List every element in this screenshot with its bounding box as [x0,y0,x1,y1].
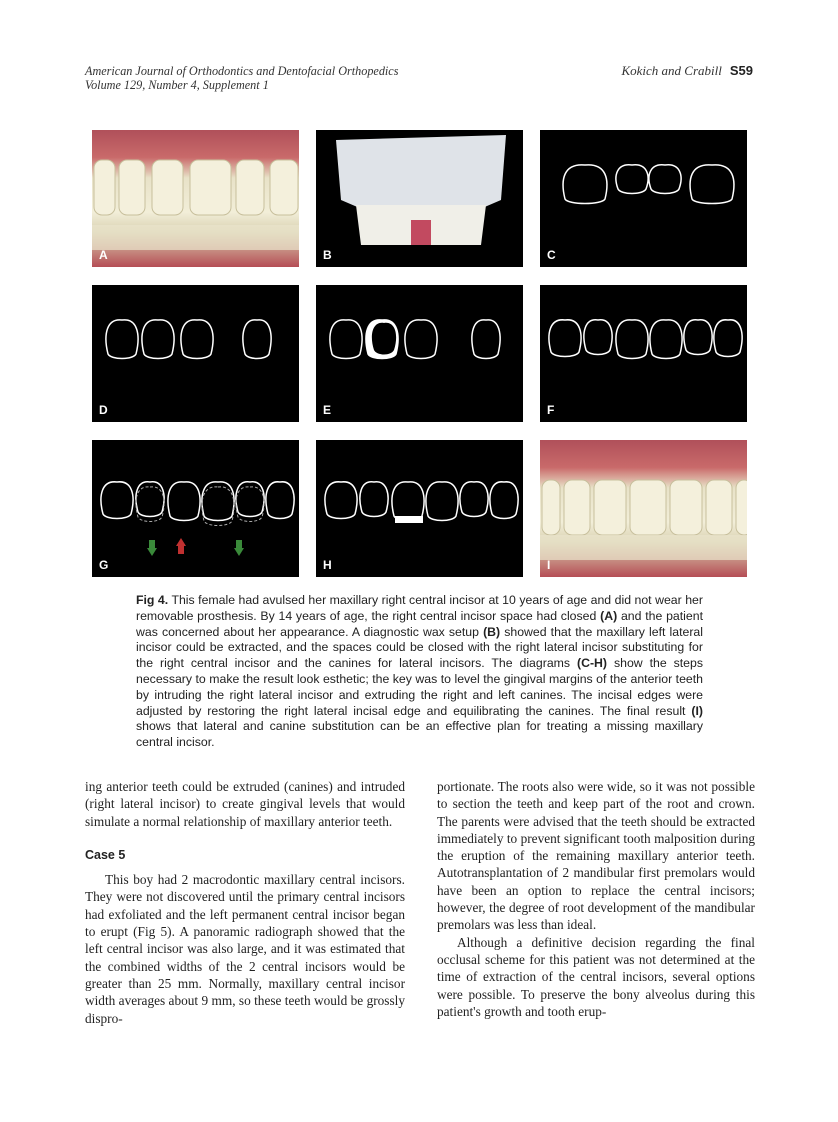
caption-text: shows that lateral and canine substitution can be an effective plan for treating a missing maxillary central incisor. [136,719,703,750]
caption-label: Fig 4. [136,593,169,607]
figure-panel-b [316,130,523,267]
section-heading: Case 5 [85,847,126,862]
running-header-right [621,64,753,78]
panel-label: E [323,403,332,417]
running-header-journal [85,64,398,92]
figure-panel-d [92,285,299,422]
journal-title: American Journal of Orthodontics and Dentofacial Orthopedics [85,64,399,78]
body-column-left [85,778,405,1027]
panel-label: A [99,248,108,262]
caption-text: This female had avulsed her maxillary right central incisor at 10 years of age and did not wear her removable prosthesis. By 14 years of age, the right central incisor space had closed [136,593,703,623]
paragraph: portionate. The roots also were wide, so it was not possible to section the teeth and keep part of the root and crown. The parents were advised that the teeth should be extracted immediately to prevent significant tooth malposition during the eruption of the remaining maxillary anterior teeth. Autotransplantation of 2 mandibular first premolars would have been an option to replace the central incisors; however, the degree of root development of the mandibular premolars was less than ideal. [437,779,755,933]
journal-volume: Volume 129, Number 4, Supplement 1 [85,78,269,92]
figure-panel-h [316,440,523,577]
body-column-right [437,778,755,1020]
figure-panel-a [92,130,299,267]
figure-panel-c [540,130,747,267]
caption-ref: (A) [600,608,618,623]
caption-ref: (C-H) [576,656,608,671]
authors: Kokich and Crabill [621,63,722,78]
figure-panel-e [316,285,523,422]
panel-label: G [99,558,109,572]
panel-label: H [323,558,332,572]
paragraph: Although a definitive decision regarding the final occlusal scheme for this patient was not determined at the time of extraction of the central incisors, several options were possible. To preserve the bony alveolus during this patient's growth and tooth erup- [437,934,755,1019]
figure-caption [136,593,703,751]
caption-ref: (I) [691,703,703,718]
page-number: S59 [729,63,753,78]
panel-label: B [323,248,332,262]
caption-ref: (B) [483,624,501,639]
panel-label: I [547,558,551,572]
paragraph: ing anterior teeth could be extruded (canines) and intruded (right lateral incisor) to create gingival levels that would simulate a normal relationship of maxillary anterior teeth. [85,779,405,829]
panel-label: C [547,248,556,262]
figure-panel-i [540,440,747,577]
figure-panel-g [92,440,299,577]
panel-label: D [99,403,108,417]
paragraph: This boy had 2 macrodontic maxillary central incisors. They were not discovered until the primary central incisors had exfoliated and the left permanent central incisor began to erupt (Fig 5). A panoramic radiograph showed that the left central incisor was also large, and it was estimated that the combined widths of the 2 central incisors would be greater than 25 mm. Normally, maxillary central incisor width averages about 9 mm, so these teeth would be grossly dispro- [85,872,405,1026]
figure-panel-f [540,285,747,422]
panel-label: F [547,403,555,417]
caption-text: and the patient was concerned about her appearance. A diagnostic wax setup [136,608,703,639]
caption-text: show the steps necessary to make the result look esthetic; the key was to level the gingival margins of the anterior teeth by intruding the right lateral incisor and extruding the right and left canines. The incisal edges were adjusted by restoring the right lateral incisal edge and equilibrating the canines. The final result [136,656,703,718]
caption-text: showed that the maxillary left lateral incisor could be extracted, and the spaces could be closed with the right lateral incisor substituting for the right central incisor and the canines for lateral incisors. The diagrams [136,624,703,671]
